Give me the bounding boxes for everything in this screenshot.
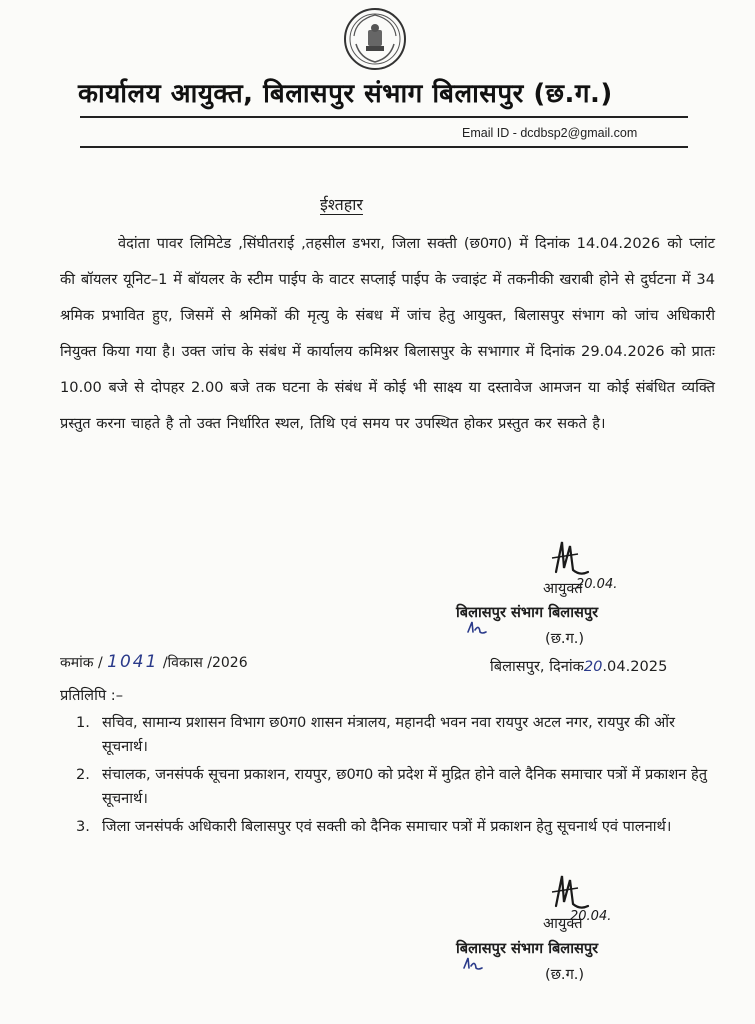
signature-1-date: 20.04.	[576, 577, 618, 592]
office-title: कार्यालय आयुक्त, बिलासपुर संभाग बिलासपुर (छ.ग.)	[78, 79, 613, 109]
email-id: Email ID - dcdbsp2@gmail.com	[462, 126, 638, 140]
copies-heading: प्रतिलिपि :–	[60, 687, 123, 704]
signatory-office: बिलासपुर संभाग बिलासपुर	[456, 940, 599, 957]
notice-body: वेदांता पावर लिमिटेड ,सिंघीतराई ,तहसील डभरा, जिला सक्ती (छ0ग0) में दिनांक 14.04.2026 को प्लांट की बॉयलर यूनिट–1 में बॉयलर के स्टीम पाईप के वाटर सप्लाई पाईप के ज्वाइंट में तकनीकी खराबी होने से दुर्घटना में 34 श्रमिक प्रभावित हुए, जिसमें से श्रमिकों की मृत्यु के संबध में जांच हेतु आयुक्त, बिलासपुर संभाग को जांच अधिकारी नियुक्त किया गया है। उक्त जांच के संबंध में कार्यालय कमिश्नर बिलासपुर के सभागार में दिनांक 29.04.2026 को प्रातः 10.00 बजे से दोपहर 2.00 बजे तक घटना के संबंध में कोई भी साक्ष्य या दस्तावेज आमजन या कोई संबंधित व्यक्ति प्रस्तुत करना चाहते है तो उक्त निर्धारित स्थल, तिथि एवं समय पर उपस्थित होकर प्रस्तुत कर सकते है।	[60, 235, 715, 432]
reference-suffix: /विकास /2026	[162, 655, 248, 671]
handwritten-day: 20	[583, 658, 603, 675]
header-divider	[80, 146, 688, 148]
notice-heading: ईश्तहार	[320, 195, 363, 214]
reference-number	[60, 652, 248, 672]
printed-date: .04.2025	[602, 658, 668, 675]
state-emblem-icon	[342, 6, 408, 72]
title-underline	[80, 116, 688, 118]
initial-mark-1	[466, 618, 488, 638]
place-date	[490, 656, 667, 676]
signatory-state: (छ.ग.)	[545, 966, 585, 983]
initial-mark-2	[462, 954, 484, 974]
signatory-state: (छ.ग.)	[545, 630, 585, 647]
signatory-designation: आयुक्त	[543, 580, 583, 597]
signature-2-date: 20.04.	[570, 909, 612, 924]
list-item: 3. जिला जनसंपर्क अधिकारी बिलासपुर एवं सक्ती को दैनिक समाचार पत्रों में प्रकाशन हेतु सूचनार्थ एवं पालनार्थ।	[76, 818, 672, 835]
signatory-office: बिलासपुर संभाग बिलासपुर	[456, 604, 599, 621]
list-item: 2. संचालक, जनसंपर्क सूचना प्रकाशन, रायपुर, छ0ग0 को प्रदेश में मुद्रित होने वाले दैनिक समाचार पत्रों में प्रकाशन हेतु सूचनार्थ।	[76, 766, 708, 807]
signatory-designation: आयुक्त	[543, 915, 583, 932]
reference-handwritten-number: 1041	[107, 652, 159, 672]
reference-prefix: कमांक /	[60, 655, 103, 671]
copies-list	[60, 711, 720, 843]
list-item: 1. सचिव, सामान्य प्रशासन विभाग छ0ग0 शासन मंत्रालय, महानदी भवन नवा रायपुर अटल नगर, रायपुर की ओंर सूचनार्थ।	[76, 714, 676, 755]
place-date-label: बिलासपुर, दिनांक	[490, 658, 584, 675]
